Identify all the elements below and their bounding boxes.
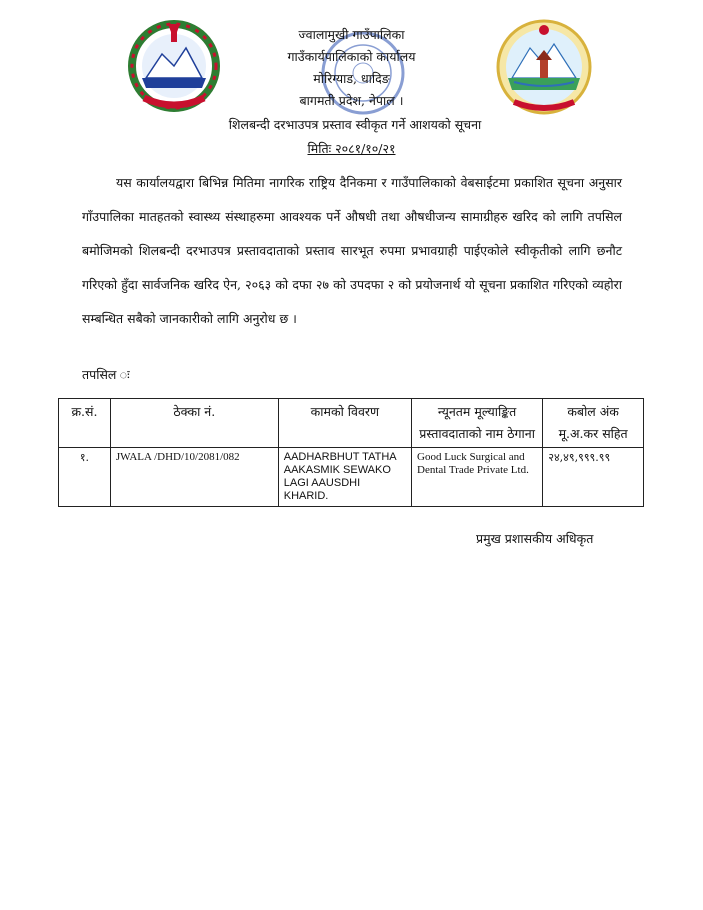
notice-date: मितिः २०८१/१०/२१	[307, 141, 396, 156]
table-header-row	[59, 399, 644, 448]
row-sn: १.	[59, 448, 111, 507]
col-amount: कबोल अंक मू.अ.कर सहित	[543, 399, 644, 448]
office-name: गाउँकार्यपालिकाको कार्यालय	[287, 49, 416, 64]
notice-body	[82, 166, 622, 336]
col-description: कामको विवरण	[278, 399, 411, 448]
province-country: बागमती प्रदेश, नेपाल ।	[299, 93, 404, 108]
col-contract-no: ठेक्का नं.	[110, 399, 278, 448]
office-location: मोरिग्याड, धादिङ	[313, 71, 390, 86]
municipality-name: ज्वालामुखी गाउँपालिका	[298, 27, 405, 42]
table-row	[59, 448, 644, 507]
tapsil-label: तपसिल ः	[82, 367, 130, 382]
notice-paragraph: यस कार्यालयद्वारा बिभिन्न मितिमा नागरिक राष्ट्रिय दैनिकमा र गाउँपालिकाको वेबसाईटमा प्रकाशित सूचना अनुसार गाँउपालिका मातहतको स्वास्थ्य संस्थाहरुमा आवश्यक पर्ने औषधी तथा औषधीजन्य सामाग्रीहरु खरिद को लागि तपसिल बमोजिमको शिलबन्दी दरभाउपत्र प्रस्तावदाताको प्रस्ताव सारभूत रुपमा प्रभावग्राही पाईएकोले स्वीकृतीको लागि छनौट गरिएको हुँदा सार्वजनिक खरिद ऐन, २०६३ को दफा २७ को उपदफा २ को प्रयोजनार्थ यो सूचना प्रकाशित गरिएको व्यहोरा सम्बन्धित सबैको जानकारीको लागि अनुरोध छ ।	[82, 175, 622, 326]
col-bidder: न्यूनतम मूल्याङ्कित प्रस्तावदाताको नाम ठेगाना	[412, 399, 543, 448]
procurement-table	[58, 398, 644, 507]
signer-title: प्रमुख प्रशासकीय अधिकृत	[476, 531, 594, 546]
row-bidder: Good Luck Surgical and Dental Trade Private Ltd.	[412, 448, 543, 507]
notice-subject: शिलबन्दी दरभाउपत्र प्रस्ताव स्वीकृत गर्ने आशयको सूचना	[228, 117, 482, 132]
col-sn: क्र.सं.	[59, 399, 111, 448]
row-description: AADHARBHUT TATHA AAKASMIK SEWAKO LAGI AAUSDHI KHARID.	[278, 448, 411, 507]
row-contract-no: JWALA /DHD/10/2081/082	[110, 448, 278, 507]
row-amount: २४,४९,९९९.९९	[543, 448, 644, 507]
